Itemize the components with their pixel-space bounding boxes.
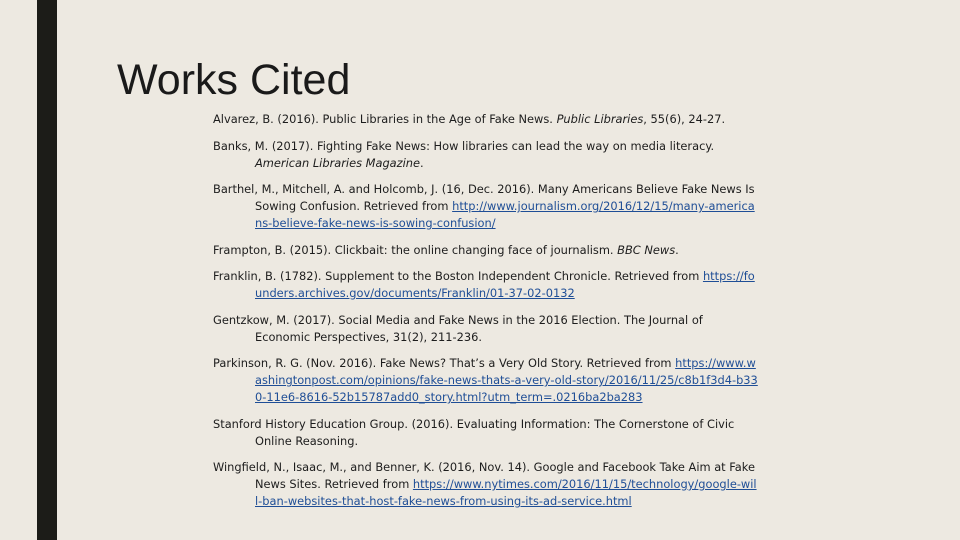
reference-link[interactable]: https://www.nytimes.com/2016/11/15/technology/google-will-ban-websites-that-host-fake-news-from-using-its-ad-service.html [255, 477, 757, 508]
reference-entry [213, 138, 758, 172]
reference-text: Barthel, M., Mitchell, A. and Holcomb, J. (16, Dec. 2016). Many Americans Believe Fake News Is Sowing Confusion. Retrieved from [213, 182, 755, 213]
reference-text: Wingfield, N., Isaac, M., and Benner, K. (2016, Nov. 14). Google and Facebook Take Aim at Fake News Sites. Retrieved from [213, 460, 755, 491]
reference-entry [213, 111, 758, 128]
reference-list [213, 111, 758, 520]
reference-source: Public Libraries [556, 112, 644, 126]
reference-entry [213, 181, 758, 232]
reference-details: . [420, 155, 424, 170]
slide-title: Works Cited [117, 56, 351, 104]
reference-text: Stanford History Education Group. (2016). Evaluating Information: The Cornerstone of Civic Online Reasoning. [213, 416, 735, 448]
reference-link[interactable]: https://founders.archives.gov/documents/Franklin/01-37-02-0132 [255, 269, 755, 300]
accent-bar [37, 0, 57, 540]
reference-entry [213, 242, 758, 259]
reference-details: . [675, 242, 679, 257]
reference-entry [213, 355, 758, 406]
reference-entry [213, 312, 758, 346]
reference-source: American Libraries Magazine [255, 155, 421, 170]
reference-entry [213, 268, 758, 302]
reference-text: Frampton, B. (2015). Clickbait: the online changing face of journalism. [213, 242, 618, 257]
reference-source: BBC News [617, 242, 676, 257]
reference-text: Banks, M. (2017). Fighting Fake News: How libraries can lead the way on media literacy. [213, 138, 715, 153]
reference-link[interactable]: http://www.journalism.org/2016/12/15/many-americans-believe-fake-news-is-sowing-confusion/ [255, 199, 755, 230]
reference-text: Parkinson, R. G. (Nov. 2016). Fake News? That’s a Very Old Story. Retrieved from [213, 356, 676, 370]
reference-link[interactable]: https://www.washingtonpost.com/opinions/fake-news-thats-a-very-old-story/2016/11/25/c8b1f3d4-b330-11e6-8616-52b15787add0_story.html?utm_term=.0216ba2ba283 [255, 356, 758, 404]
reference-entry [213, 416, 758, 450]
reference-text: Alvarez, B. (2016). Public Libraries in the Age of Fake News. [213, 112, 557, 126]
reference-text: Gentzkow, M. (2017). Social Media and Fake News in the 2016 Election. The Journal of Economic Perspectives, 31(2), 211-236. [213, 312, 703, 344]
reference-details: , 55(6), 24-27. [643, 112, 726, 126]
reference-text: Franklin, B. (1782). Supplement to the Boston Independent Chronicle. Retrieved from [213, 269, 703, 283]
reference-entry [213, 459, 758, 510]
